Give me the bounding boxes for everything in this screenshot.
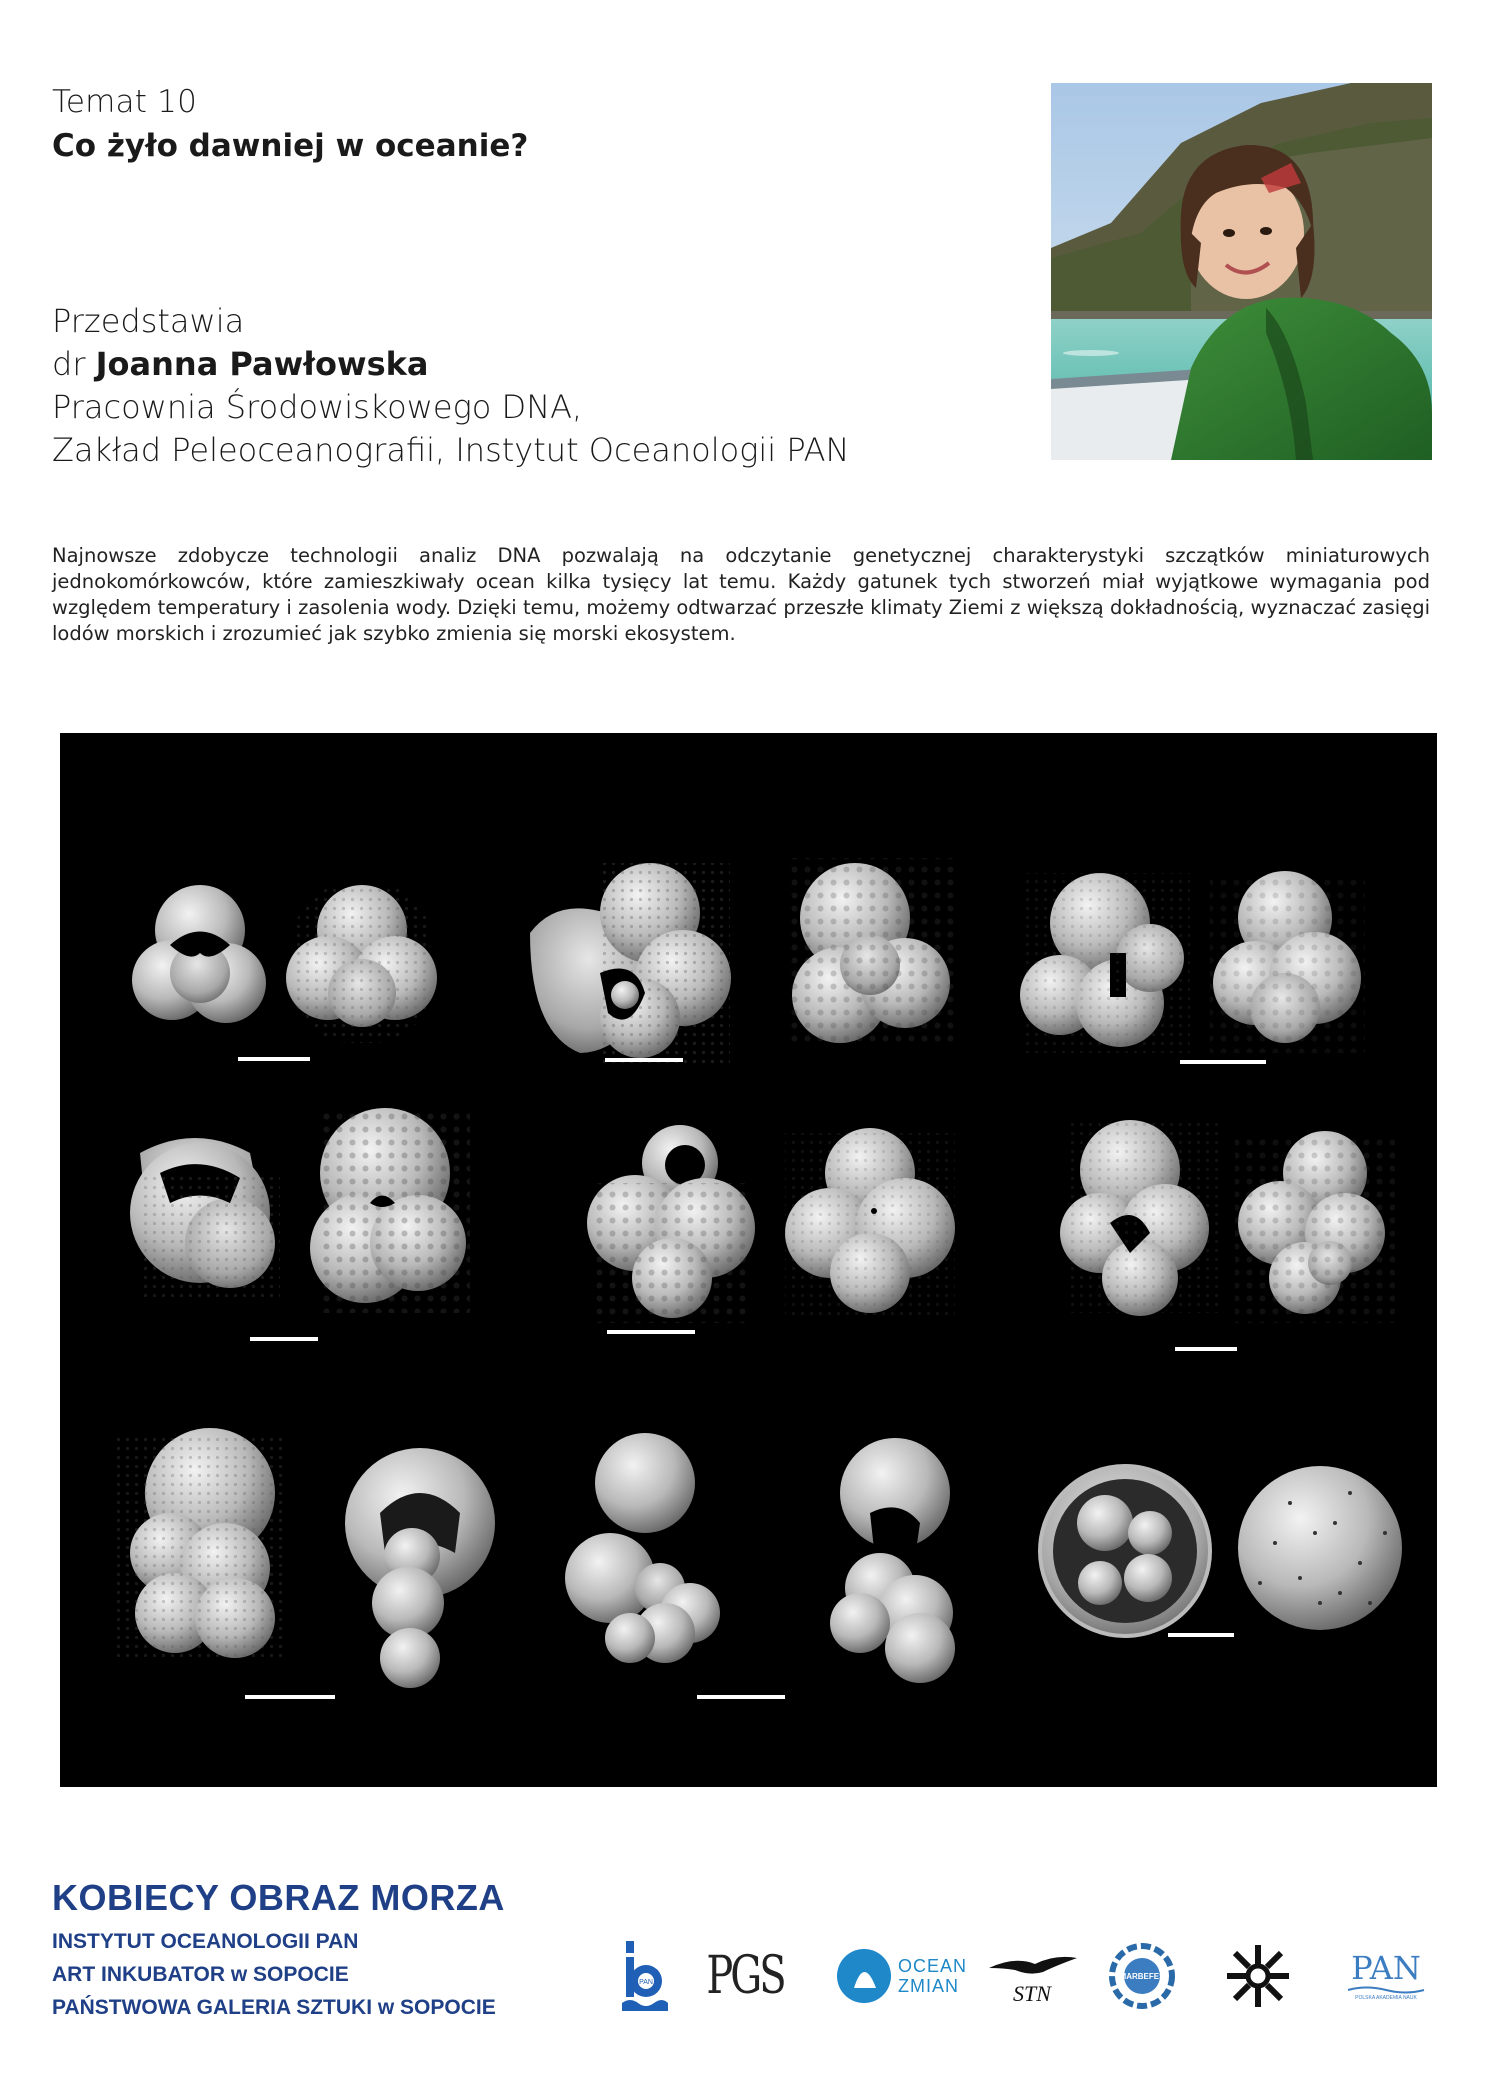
iopan-logo-text: PAN: [639, 1978, 653, 1986]
scale-bar: [1168, 1633, 1234, 1637]
specimen-5b: [785, 1128, 955, 1318]
scale-bar: [250, 1337, 318, 1341]
pgs-logo-text: PGS: [706, 1946, 784, 2006]
specimen-9a: [1040, 1466, 1210, 1636]
specimen-8a: [565, 1433, 720, 1663]
project-title: KOBIECY OBRAZ MORZA: [52, 1877, 505, 1918]
specimen-8b: [830, 1438, 955, 1683]
footer-line-3: PAŃSTWOWA GALERIA SZTUKI w SOPOCIE: [52, 1996, 496, 2019]
description-paragraph: Najnowsze zdobycze technologii analiz DNA pozwalają na odczytanie genetycznej charakterystyki szczątków miniaturowych jednokomórkowców, które zamieszkiwały ocean kilka tysięcy lat temu. Każdy gatunek tych stworzeń miał wyjątkowe wymagania pod względem temperatury i zasolenia wody. Dzięki temu, możemy odtwarzać przeszłe klimaty Ziemi z większą dokładnością, wyznaczać zasięgi lodów morskich i zrozumieć jak szybko zmienia się morski ekosystem.: [52, 544, 1430, 645]
specimen-4a: [130, 1138, 280, 1303]
pan-logo: [1340, 1940, 1432, 2012]
sunburst-logo: [1222, 1940, 1294, 2012]
ocean-zmian-word-1: OCEAN: [898, 1956, 968, 1976]
specimen-6b: [1235, 1131, 1395, 1323]
iopan-logo: [620, 1940, 670, 2012]
specimen-7b: [345, 1448, 495, 1688]
specimen-9b: [1238, 1466, 1402, 1630]
stn-logo-text: STN: [1013, 1981, 1051, 2006]
specimen-1b: [286, 883, 437, 1043]
specimen-4b: [310, 1108, 470, 1313]
pgs-logo: [706, 1940, 784, 2012]
specimen-2a: [530, 863, 731, 1063]
specimen-6a: [1060, 1120, 1220, 1316]
presenter-intro: Przedstawia: [52, 302, 245, 340]
scale-bar: [605, 1058, 683, 1062]
foraminifera-figure: [60, 733, 1437, 1787]
pan-logo-text: PAN: [1351, 1949, 1421, 1987]
scale-bar: [1180, 1060, 1266, 1064]
specimen-2b: [790, 858, 955, 1043]
footer-line-2: ART INKUBATOR w SOPOCIE: [52, 1963, 349, 1986]
scale-bar: [238, 1057, 310, 1061]
scale-bar: [607, 1330, 695, 1334]
ocean-zmian-logo: [836, 1940, 971, 2012]
presenter-name-line: [52, 343, 849, 386]
scale-bar: [245, 1695, 335, 1699]
pan-logo-subtitle: POLSKA AKADEMIA NAUK: [1355, 1995, 1417, 2001]
marbefes-logo-text: MARBEFES: [1119, 1972, 1165, 1981]
ocean-zmian-word-2: ZMIAN: [898, 1976, 959, 1996]
presenter-affiliation-1: Pracownia Środowiskowego DNA,: [52, 388, 583, 426]
topic-number: Temat 10: [52, 84, 197, 120]
scale-bar: [697, 1695, 785, 1699]
topic-title: Co żyło dawniej w oceanie?: [52, 128, 529, 164]
specimen-5a: [587, 1125, 755, 1323]
specimen-1a: [132, 885, 266, 1023]
presenter-photo: [1051, 83, 1432, 460]
specimen-7a: [115, 1428, 285, 1663]
footer-line-1: INSTYTUT OCEANOLOGII PAN: [52, 1930, 359, 1953]
stn-logo: [985, 1940, 1080, 2012]
specimen-3a: [1020, 873, 1190, 1053]
presenter-name: Joanna Pawłowska: [95, 345, 429, 383]
marbefes-logo: [1107, 1940, 1177, 2012]
scale-bar: [1175, 1347, 1237, 1351]
presenter-affiliation-2: Zakład Peleoceanografii, Instytut Oceanologii PAN: [52, 431, 850, 469]
presenter-prefix: dr: [52, 345, 86, 383]
presenter-block: [52, 300, 849, 472]
specimen-3b: [1210, 871, 1365, 1053]
